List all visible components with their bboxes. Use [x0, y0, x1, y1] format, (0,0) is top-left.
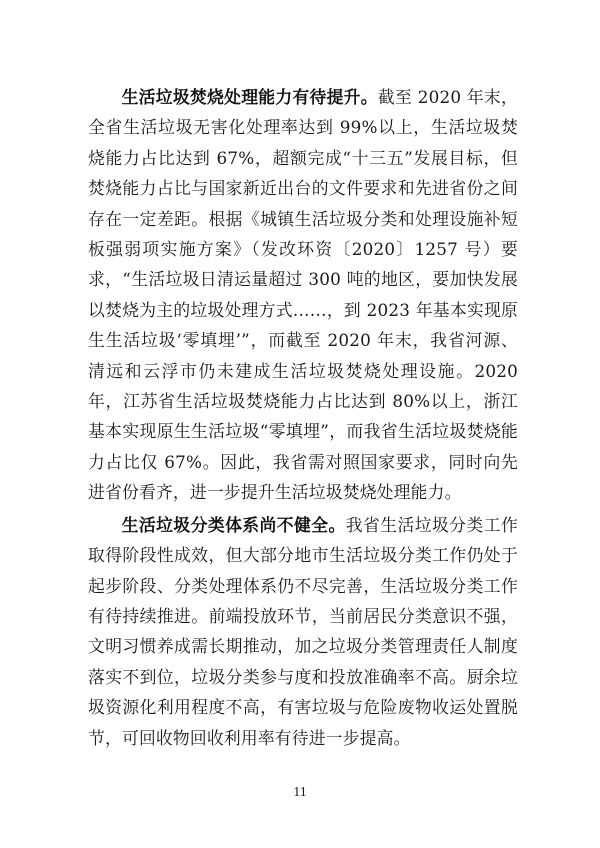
document-body — [88, 82, 518, 753]
paragraph-text: 截至 2020 年末，全省生活垃圾无害化处理率达到 99%以上，生活垃圾焚烧能力占比达到 67%，超额完成“十三五”发展目标，但焚烧能力占比与国家新近出台的文件要求和先进省份之间存在一定差距。根据《城镇生活垃圾分类和处理设施补短板强弱项实施方案》（发改环资〔2020〕1257 号）要求，“生活垃圾日清运量超过 300 吨的地区，要加快发展以焚烧为主的垃圾处理方式……，到 2023 年基本实现原生生活垃圾‘零填埋’”，而截至 2020 年末，我省河源、清远和云浮市仍未建成生活垃圾焚烧处理设施。2020 年，江苏省生活垃圾焚烧能力占比达到 80%以上，浙江基本实现原生生活垃圾“零填埋”，而我省生活垃圾焚烧能力占比仅 67%。因此，我省需对照国家要求，同时向先进省份看齐，进一步提升生活垃圾焚烧处理能力。 — [88, 87, 518, 503]
page-number: 11 — [293, 785, 307, 800]
paragraph-heading: 生活垃圾分类体系尚不健全。 — [121, 514, 346, 535]
paragraph-heading: 生活垃圾焚烧处理能力有待提升。 — [121, 87, 378, 107]
paragraph-incineration-capacity — [88, 82, 518, 508]
paragraph-text: 我省生活垃圾分类工作取得阶段性成效，但大部分地市生活垃圾分类工作仍处于起步阶段、分类处理体系仍不尽完善，生活垃圾分类工作有待持续推进。前端投放环节，当前居民分类意识不强，文明习惯养成需长期推动，加之垃圾分类管理责任人制度落实不到位，垃圾分类参与度和投放准确率不高。厨余垃圾资源化利用程度不高，有害垃圾与危险废物收运处置脱节，可回收物回收利用率有待进一步提高。 — [88, 514, 518, 748]
paragraph-sorting-system — [88, 510, 518, 753]
